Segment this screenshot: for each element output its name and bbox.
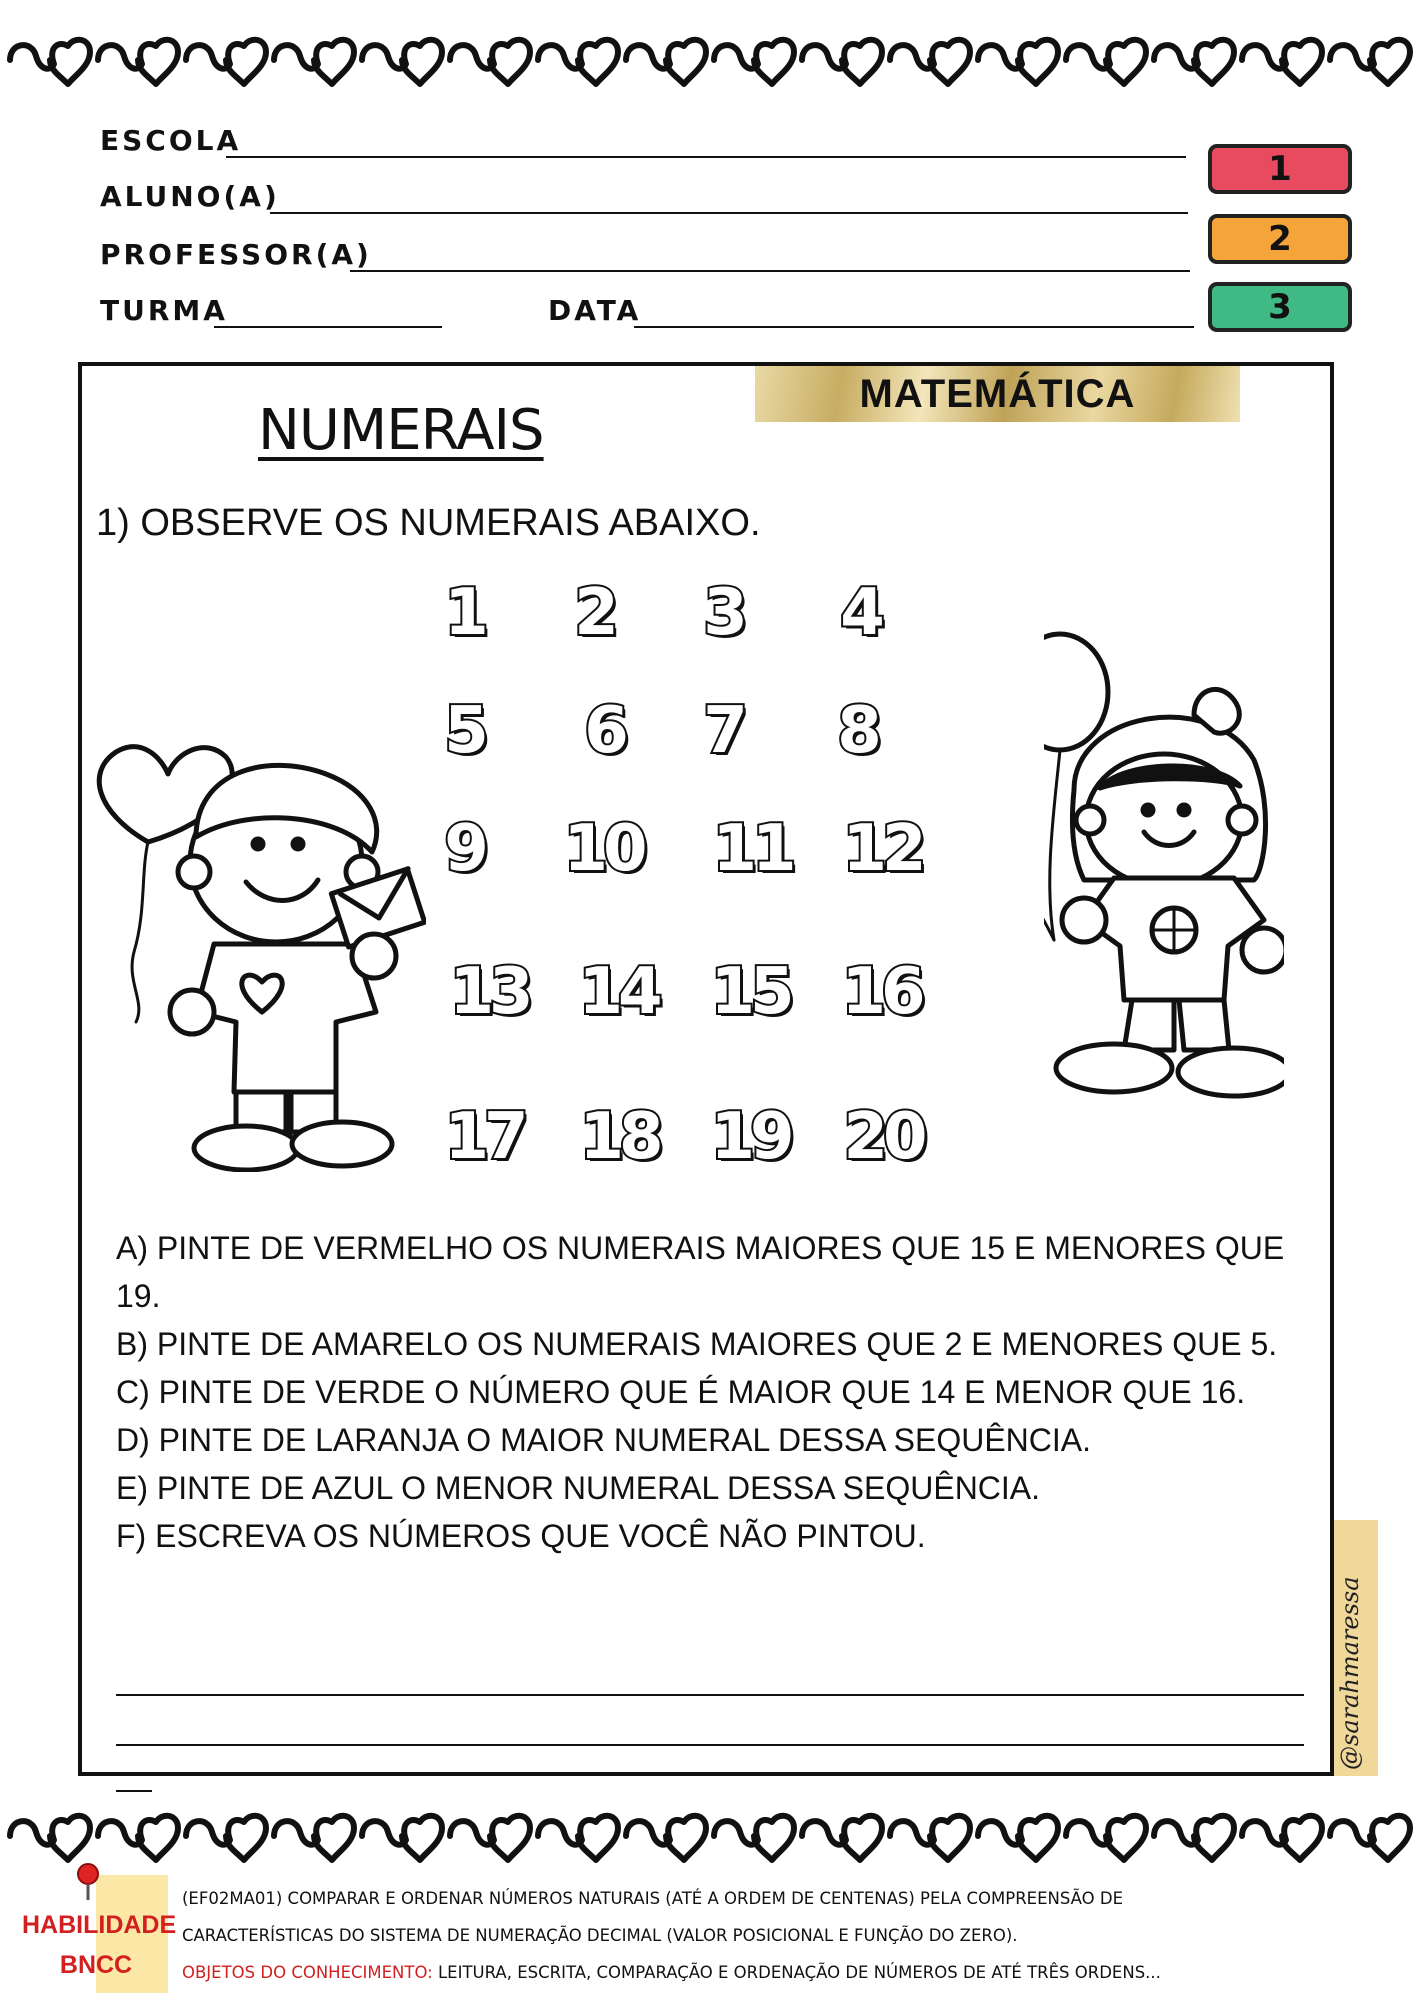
bncc-objects-label: OBJETOS DO CONHECIMENTO:: [182, 1963, 433, 1982]
heart-swirl-icon: [802, 40, 882, 84]
turma-field[interactable]: [214, 326, 442, 328]
heart-swirl-icon: [450, 40, 530, 84]
heart-swirl-icon: [362, 40, 442, 84]
level-box-1[interactable]: 1: [1208, 144, 1352, 194]
instruction-c: C) PINTE DE VERDE O NÚMERO QUE É MAIOR QUE 14 E MENOR QUE 16.: [116, 1374, 1246, 1410]
level-box-3[interactable]: 3: [1208, 282, 1352, 332]
numeral-20[interactable]: 20: [843, 1100, 923, 1174]
page-title: NUMERAIS: [258, 398, 544, 463]
numeral-9[interactable]: 9: [444, 812, 484, 886]
numeral-7[interactable]: 7: [703, 694, 743, 768]
heart-swirl-icon: [978, 40, 1058, 84]
heart-border-top: [0, 22, 1414, 92]
heart-swirl-icon: [186, 1816, 266, 1860]
heart-swirl-icon: [626, 40, 706, 84]
heart-swirl-icon: [362, 1816, 442, 1860]
heart-swirl-icon: [890, 1816, 970, 1860]
bncc-text: [182, 1880, 1382, 1991]
numeral-17[interactable]: 17: [444, 1100, 524, 1174]
heart-swirl-icon: [538, 1816, 618, 1860]
numeral-12[interactable]: 12: [842, 812, 922, 886]
heart-swirl-icon: [1154, 40, 1234, 84]
numeral-2[interactable]: 2: [574, 576, 614, 650]
heart-swirl-icon: [626, 1816, 706, 1860]
heart-swirl-icon: [890, 40, 970, 84]
escola-label: ESCOLA: [100, 124, 242, 157]
instruction-f: F) ESCREVA OS NÚMEROS QUE VOCÊ NÃO PINTOU.: [116, 1518, 926, 1554]
heart-swirl-icon: [978, 1816, 1058, 1860]
numeral-15[interactable]: 15: [710, 955, 790, 1029]
instruction-b: B) PINTE DE AMARELO OS NUMERAIS MAIORES QUE 2 E MENORES QUE 5.: [116, 1326, 1278, 1362]
heart-swirl-icon: [274, 1816, 354, 1860]
instructions-list: [116, 1224, 1306, 1560]
bncc-objects-text: LEITURA, ESCRITA, COMPARAÇÃO E ORDENAÇÃO DE NÚMEROS DE ATÉ TRÊS ORDENS...: [432, 1963, 1161, 1982]
numeral-14[interactable]: 14: [578, 955, 658, 1029]
subject-banner: MATEMÁTICA: [755, 366, 1240, 422]
numeral-11[interactable]: 11: [712, 812, 792, 886]
data-field[interactable]: [634, 326, 1194, 328]
professor-label: PROFESSOR(A): [100, 238, 372, 271]
instruction-a: A) PINTE DE VERMELHO OS NUMERAIS MAIORES QUE 15 E MENORES QUE 19.: [116, 1230, 1285, 1314]
heart-swirl-icon: [98, 1816, 178, 1860]
heart-swirl-icon: [450, 1816, 530, 1860]
data-label: DATA: [548, 294, 642, 327]
question-text: 1) OBSERVE OS NUMERAIS ABAIXO.: [96, 502, 761, 544]
heart-swirl-icon: [186, 40, 266, 84]
heart-swirl-icon: [1154, 1816, 1234, 1860]
numeral-8[interactable]: 8: [837, 694, 877, 768]
professor-field[interactable]: [350, 270, 1190, 272]
aluno-label: ALUNO(A): [100, 180, 280, 213]
turma-label: TURMA: [100, 294, 228, 327]
heart-swirl-icon: [538, 40, 618, 84]
aluno-field[interactable]: [270, 212, 1188, 214]
numeral-19[interactable]: 19: [710, 1100, 790, 1174]
heart-swirl-icon: [10, 1816, 90, 1860]
numeral-3[interactable]: 3: [703, 576, 743, 650]
heart-swirl-icon: [1242, 40, 1322, 84]
bncc-skill-line2: CARACTERÍSTICAS DO SISTEMA DE NUMERAÇÃO DECIMAL (VALOR POSICIONAL E FUNÇÃO DO ZERO).: [182, 1926, 1018, 1945]
heart-swirl-icon: [274, 40, 354, 84]
bncc-skill-line1: (EF02MA01) COMPARAR E ORDENAR NÚMEROS NATURAIS (ATÉ A ORDEM DE CENTENAS) PELA COMPREENSÃO DE: [182, 1889, 1123, 1908]
heart-swirl-icon: [1330, 40, 1410, 84]
answer-line-2[interactable]: [116, 1744, 1304, 1746]
heart-swirl-icon: [1242, 1816, 1322, 1860]
pushpin-icon: [72, 1862, 108, 1902]
heart-swirl-icon: [1066, 1816, 1146, 1860]
heart-border-bottom: [0, 1798, 1414, 1868]
instruction-d: D) PINTE DE LARANJA O MAIOR NUMERAL DESSA SEQUÊNCIA.: [116, 1422, 1092, 1458]
numeral-18[interactable]: 18: [579, 1100, 659, 1174]
escola-field[interactable]: [226, 156, 1186, 158]
level-box-2[interactable]: 2: [1208, 214, 1352, 264]
heart-swirl-icon: [10, 40, 90, 84]
numeral-10[interactable]: 10: [563, 812, 643, 886]
numeral-6[interactable]: 6: [584, 694, 624, 768]
instruction-e: E) PINTE DE AZUL O MENOR NUMERAL DESSA SEQUÊNCIA.: [116, 1470, 1041, 1506]
heart-swirl-icon: [1330, 1816, 1410, 1860]
numeral-13[interactable]: 13: [449, 955, 529, 1029]
bncc-label: [22, 1905, 177, 1985]
credit-text: @sarahmaressa: [1336, 1576, 1364, 1770]
numeral-5[interactable]: 5: [444, 694, 484, 768]
answer-line-1[interactable]: [116, 1694, 1304, 1696]
numeral-4[interactable]: 4: [840, 576, 880, 650]
heart-swirl-icon: [714, 1816, 794, 1860]
boy-illustration: [86, 712, 426, 1172]
heart-swirl-icon: [98, 40, 178, 84]
bncc-label-line1: HABILIDADE: [22, 1911, 177, 1939]
numeral-1[interactable]: 1: [444, 576, 484, 650]
heart-swirl-icon: [1066, 40, 1146, 84]
heart-swirl-icon: [714, 40, 794, 84]
girl-illustration: [1044, 620, 1284, 1125]
numeral-16[interactable]: 16: [841, 955, 921, 1029]
heart-swirl-icon: [802, 1816, 882, 1860]
bncc-objects: [182, 1954, 1382, 1991]
answer-line-3[interactable]: [116, 1790, 152, 1792]
bncc-label-line2: BNCC: [59, 1951, 133, 1979]
